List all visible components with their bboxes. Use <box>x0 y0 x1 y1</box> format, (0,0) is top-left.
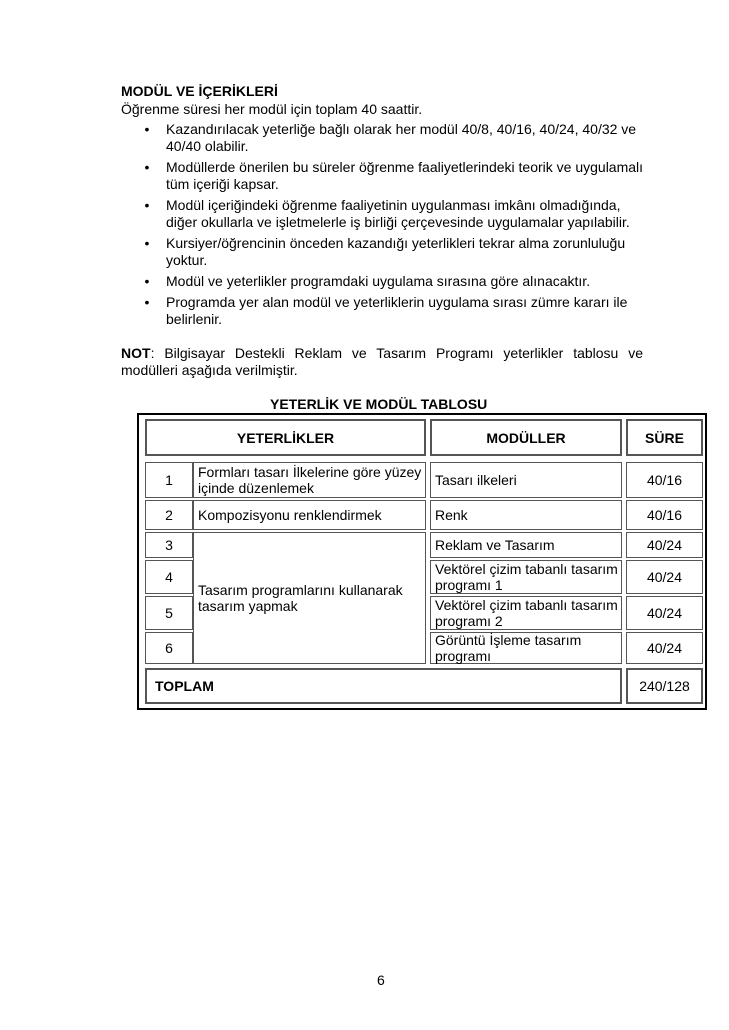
duration-cell: 40/24 <box>626 596 703 630</box>
bullet-item: • Modüllerde önerilen bu süreler öğrenme faaliyetlerindeki teorik ve uygulamalı tüm içeriği kapsar. <box>140 159 650 193</box>
bullet-icon: • <box>144 235 150 251</box>
row-number: 3 <box>145 532 193 558</box>
yeterlik-cell-merged: Tasarım programlarını kullanarak tasarım yapmak <box>193 532 426 664</box>
section-heading: MODÜL VE İÇERİKLERİ <box>121 83 278 99</box>
bullet-icon: • <box>144 273 150 289</box>
bullet-list <box>140 121 650 332</box>
duration-cell: 40/16 <box>626 462 703 498</box>
intro-text: Öğrenme süresi her modül için toplam 40 saattir. <box>121 101 423 117</box>
bullet-icon: • <box>144 294 150 310</box>
bullet-item: • Modül içeriğindeki öğrenme faaliyetinin uygulanması imkânı olmadığında, diğer okullarla ve işletmelerle iş birliği çerçevesinde uygulamalar yapılabilir. <box>140 197 650 231</box>
header-moduller: MODÜLLER <box>430 419 622 456</box>
bullet-icon: • <box>144 121 150 137</box>
total-value: 240/128 <box>626 668 703 704</box>
row-number: 5 <box>145 596 193 630</box>
duration-cell: 40/24 <box>626 632 703 664</box>
header-yeterlikler: YETERLİKLER <box>145 419 426 456</box>
header-sure: SÜRE <box>626 419 703 456</box>
module-cell: Vektörel çizim tabanlı tasarım programı 2 <box>430 596 622 630</box>
duration-cell: 40/24 <box>626 532 703 558</box>
row-number: 4 <box>145 560 193 594</box>
duration-cell: 40/24 <box>626 560 703 594</box>
module-cell: Vektörel çizim tabanlı tasarım programı 1 <box>430 560 622 594</box>
total-label: TOPLAM <box>145 668 622 704</box>
bullet-icon: • <box>144 159 150 175</box>
yeterlik-cell: Formları tasarı İlkelerine göre yüzey içinde düzenlemek <box>193 462 426 498</box>
module-cell: Renk <box>430 500 622 530</box>
row-number: 6 <box>145 632 193 664</box>
page-number: 6 <box>377 972 385 988</box>
module-cell: Görüntü İşleme tasarım programı <box>430 632 622 664</box>
table-title: YETERLİK VE MODÜL TABLOSU <box>270 396 488 412</box>
bullet-item: • Kazandırılacak yeterliğe bağlı olarak her modül 40/8, 40/16, 40/24, 40/32 ve 40/40 olabilir. <box>140 121 650 155</box>
row-number: 1 <box>145 462 193 498</box>
module-cell: Reklam ve Tasarım <box>430 532 622 558</box>
bullet-item: • Modül ve yeterlikler programdaki uygulama sırasına göre alınacaktır. <box>140 273 650 290</box>
note-paragraph <box>121 345 643 379</box>
competency-module-table <box>137 413 707 710</box>
module-cell: Tasarı ilkeleri <box>430 462 622 498</box>
bullet-item: • Kursiyer/öğrencinin önceden kazandığı yeterlikleri tekrar alma zorunluluğu yoktur. <box>140 235 650 269</box>
yeterlik-cell: Kompozisyonu renklendirmek <box>193 500 426 530</box>
row-number: 2 <box>145 500 193 530</box>
bullet-item: • Programda yer alan modül ve yeterliklerin uygulama sırası zümre kararı ile belirlenir. <box>140 294 650 328</box>
bullet-icon: • <box>144 197 150 213</box>
duration-cell: 40/16 <box>626 500 703 530</box>
note-text: : Bilgisayar Destekli Reklam ve Tasarım Programı yeterlikler tablosu ve modülleri aşağıda verilmiştir. <box>121 345 643 378</box>
note-label: NOT <box>121 345 151 361</box>
